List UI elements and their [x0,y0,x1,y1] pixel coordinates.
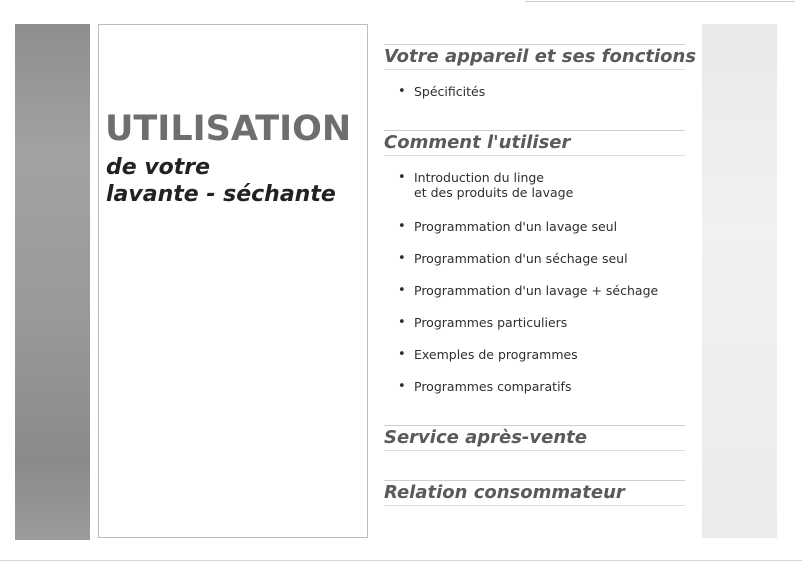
section-heading-utiliser: Comment l'utiliser [384,130,685,156]
list-item: • Spécificités [398,84,485,99]
list-item: • Exemples de programmes [398,347,658,362]
title-panel [98,24,368,538]
right-decor-strip [702,24,777,538]
subtitle-line-1: de votre [106,155,211,180]
list-item: • Introduction du linge et des produits de lavage [398,170,658,200]
page-title: UTILISATION [105,109,352,149]
section-list-utiliser [398,170,658,394]
list-item: • Programmation d'un séchage seul [398,251,658,266]
bottom-rule [0,560,802,561]
list-item: • Programmes particuliers [398,315,658,330]
top-rule [525,1,795,2]
left-decor-strip [15,24,90,540]
section-list-appareil [398,84,485,99]
section-heading-appareil: Votre appareil et ses fonctions [384,44,685,70]
list-item: • Programmation d'un lavage seul [398,219,658,234]
section-heading-service: Service après-vente [384,425,685,451]
page-subtitle [106,154,361,208]
subtitle-line-2: lavante - séchante [106,182,336,207]
list-item: • Programmes comparatifs [398,379,658,394]
list-item: • Programmation d'un lavage + séchage [398,283,658,298]
section-heading-relation: Relation consommateur [384,480,685,506]
